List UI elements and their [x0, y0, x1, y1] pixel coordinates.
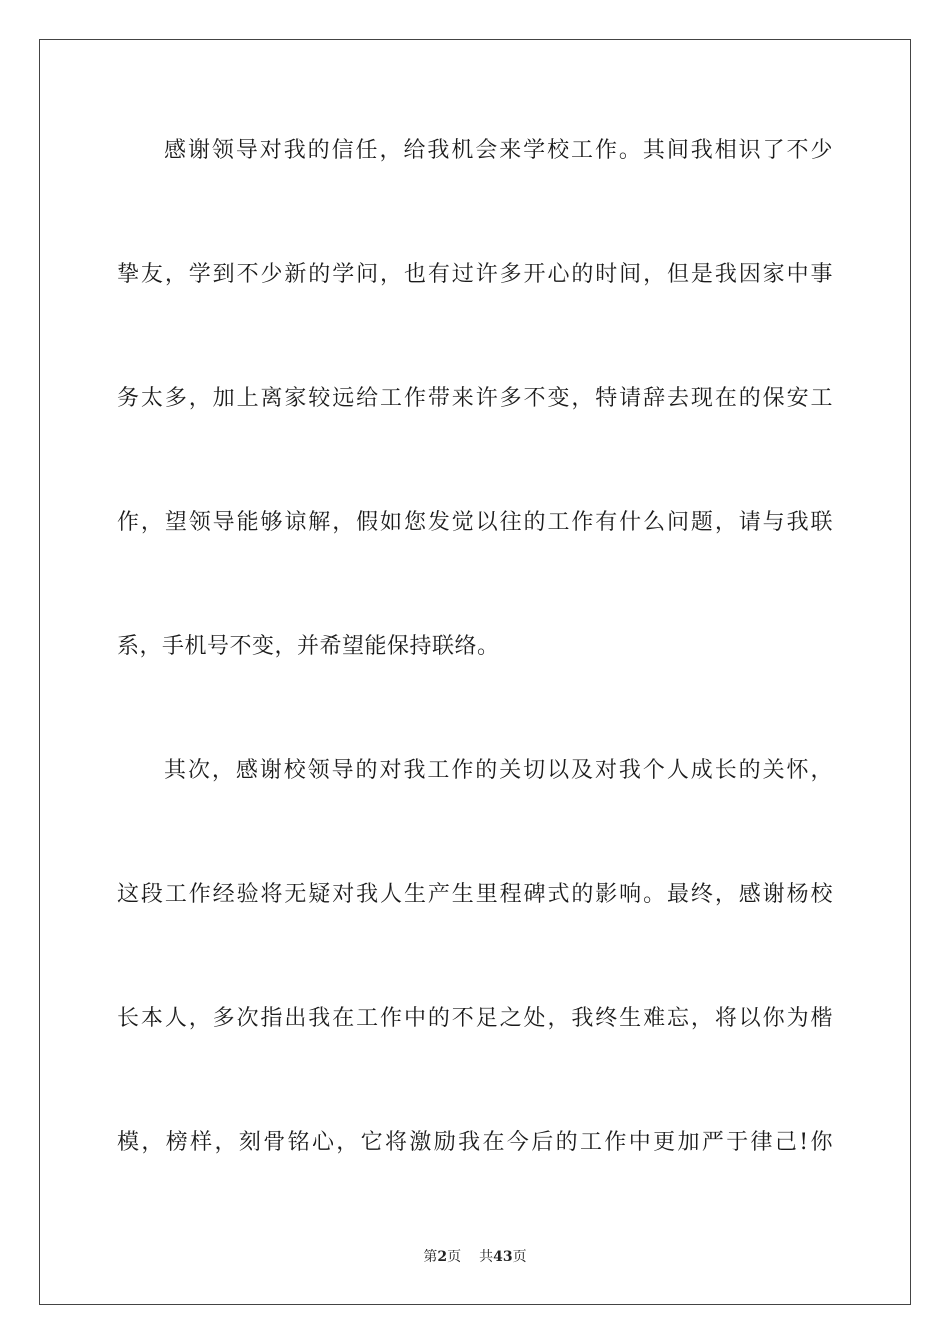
- footer-total-pages: 43: [493, 1249, 513, 1265]
- footer-page-suffix: 页: [447, 1249, 462, 1265]
- page-border: [39, 39, 911, 1305]
- text-line-1: 感谢领导对我的信任，给我机会来学校工作。其间我相识了不少: [164, 138, 833, 163]
- text-line-4: 作，望领导能够谅解，假如您发觉以往的工作有什么问题，请与我联: [117, 510, 833, 535]
- text-line-7: 这段工作经验将无疑对我人生产生里程碑式的影响。最终，感谢杨校: [117, 882, 833, 907]
- footer-page-number: 2: [437, 1249, 448, 1265]
- text-line-8: 长本人，多次指出我在工作中的不足之处，我终生难忘，将以你为楷: [117, 1006, 833, 1031]
- footer-page-prefix: 第: [423, 1249, 438, 1265]
- footer-total-prefix: 共: [479, 1249, 494, 1265]
- text-line-2: 挚友，学到不少新的学问，也有过许多开心的时间，但是我因家中事: [117, 262, 833, 287]
- text-line-5: 系，手机号不变，并希望能保持联络。: [117, 634, 500, 659]
- footer-total-suffix: 页: [512, 1249, 527, 1265]
- text-line-3: 务太多，加上离家较远给工作带来许多不变，特请辞去现在的保安工: [117, 386, 833, 411]
- text-line-9: 模，榜样，刻骨铭心，它将激励我在今后的工作中更加严于律己!你: [117, 1130, 833, 1155]
- page-footer: [0, 1248, 950, 1266]
- text-line-6: 其次，感谢校领导的对我工作的关切以及对我个人成长的关怀，: [164, 758, 833, 783]
